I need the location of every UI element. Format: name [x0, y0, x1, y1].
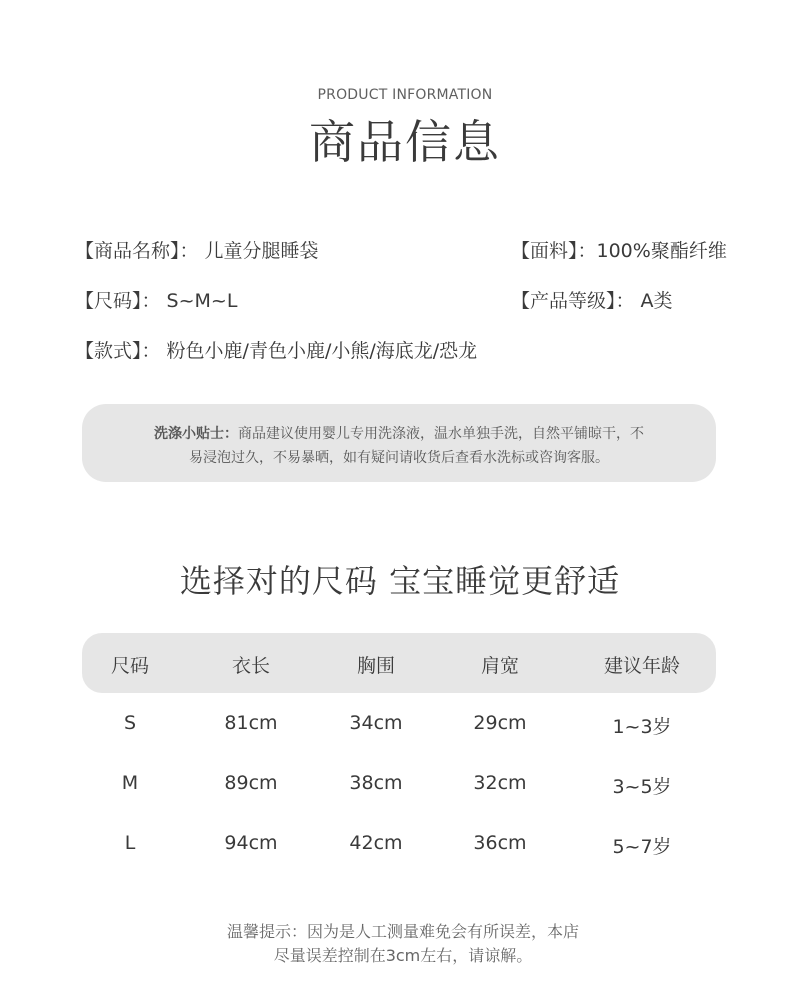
page-title: 商品信息 — [309, 115, 501, 169]
size-table-header-cell: 肩宽 — [480, 655, 519, 677]
size-table-cell: 89cm — [224, 772, 278, 794]
size-table-cell: 36cm — [473, 832, 527, 854]
size-table-cell: 32cm — [473, 772, 527, 794]
size-table-cell: 38cm — [349, 772, 403, 794]
size-table-cell: L — [124, 832, 136, 854]
size-table-header-cell: 衣长 — [231, 655, 270, 677]
size-table-cell: 94cm — [224, 832, 278, 854]
washing-tips-line-1 — [82, 423, 716, 443]
header-subtitle-en: PRODUCT INFORMATION — [317, 87, 493, 103]
washing-tips-label: 洗涤小贴士： — [154, 426, 238, 442]
size-table-cell: 29cm — [473, 712, 527, 734]
washing-tips-box — [82, 404, 716, 482]
footer-note-line-2: 尽量误差控制在3cm左右，请谅解。 — [273, 946, 533, 965]
info-grade: 【产品等级】： A类 — [511, 290, 673, 312]
size-table-cell: 3~5岁 — [612, 776, 672, 798]
size-table-cell: S — [123, 712, 137, 734]
size-table-header-cell: 胸围 — [356, 655, 395, 677]
washing-tips-line-2: 易浸泡过久，不易暴晒，如有疑问请收货后查看水洗标或咨询客服。 — [189, 450, 609, 466]
size-table-cell: 34cm — [349, 712, 403, 734]
footer-note-line-1: 温馨提示：因为是人工测量难免会有所误差，本店 — [226, 922, 579, 941]
size-table-cell: 42cm — [349, 832, 403, 854]
size-table-cell: M — [121, 772, 139, 794]
section-title: 选择对的尺码 宝宝睡觉更舒适 — [179, 562, 621, 600]
info-style: 【款式】： 粉色小鹿/青色小鹿/小熊/海底龙/恐龙 — [75, 340, 478, 362]
size-table-header-cell: 尺码 — [110, 655, 149, 677]
info-size: 【尺码】： S~M~L — [75, 290, 238, 312]
size-table-cell: 81cm — [224, 712, 278, 734]
info-product-name: 【商品名称】： 儿童分腿睡袋 — [75, 240, 319, 262]
size-table-cell: 5~7岁 — [612, 836, 672, 858]
size-table-header-cell: 建议年龄 — [603, 655, 680, 677]
size-table-cell: 1~3岁 — [612, 716, 672, 738]
washing-tips-text-1: 商品建议使用婴儿专用洗涤液，温水单独手洗，自然平铺晾干，不 — [238, 426, 644, 442]
info-fabric: 【面料】：100%聚酯纤维 — [511, 240, 727, 262]
